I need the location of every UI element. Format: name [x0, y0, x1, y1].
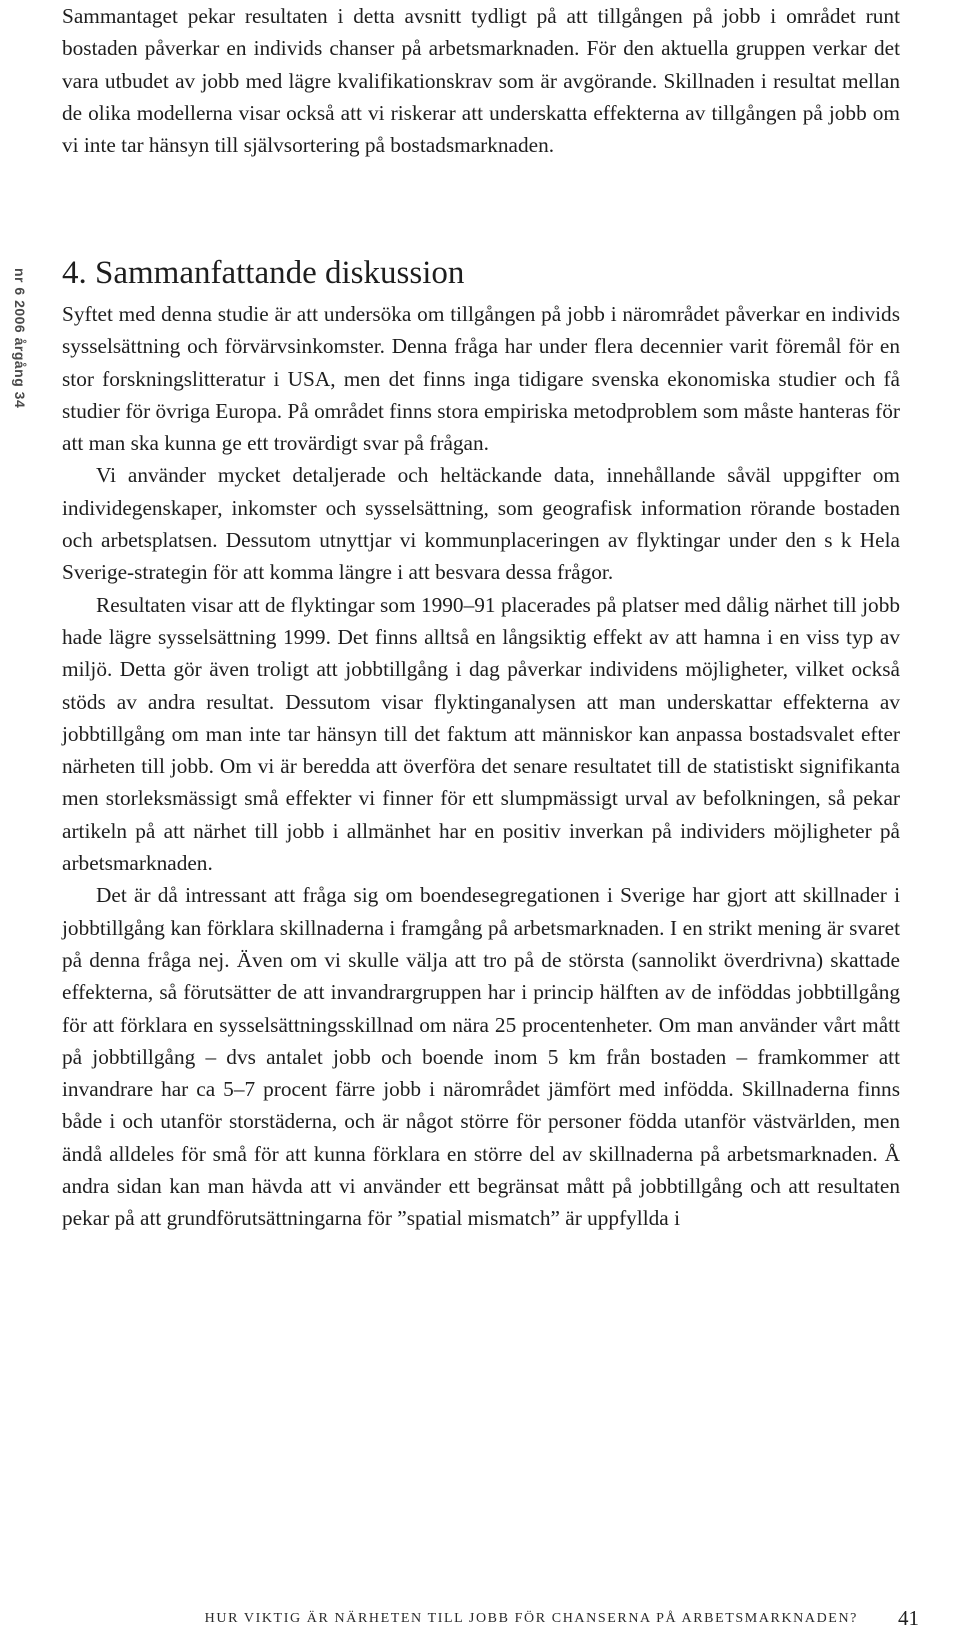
- running-title: HUR VIKTIG ÄR NÄRHETEN TILL JOBB FÖR CHANSERNA PÅ ARBETSMARKNADEN?: [204, 1611, 858, 1626]
- section-heading: 4. Sammanfattande diskussion: [62, 255, 465, 291]
- page-number: 41: [898, 1606, 919, 1630]
- intro-paragraph: Sammantaget pekar resultaten i detta avsnitt tydligt på att tillgången på jobb i området runt bostaden påverkar en individs chanser på arbetsmarknaden. För den aktuella gruppen verkar det vara utbudet av jobb med lägre kvalifikationskrav som är avgörande. Skillnaden i resultat mellan de olika modellerna visar också att vi riskerar att underskatta effekterna av tillgången på jobb om vi inte tar hänsyn till självsortering på bostadsmarknaden.: [62, 4, 900, 158]
- body-paragraph-2: Vi använder mycket detaljerade och heltäckande data, innehållande såväl uppgifter om individegenskaper, inkomster och sysselsättning, som geografisk information rörande bostaden och arbetsplatsen. Dessutom utnyttjar vi kommunplaceringen av flyktingar under den s k Hela Sverige-strategin för att komma längre i att besvara dessa frågor.: [62, 463, 900, 585]
- body-paragraph-1: Syftet med denna studie är att undersöka om tillgången på jobb i närområdet påverkar en individs sysselsättning och förvärvsinkomster. Denna fråga har under flera decennier varit föremål för en stor forskningslitteratur i USA, men det finns inga tidigare svenska ekonomiska studier och få studier för övriga Europa. På området finns stora empiriska metodproblem som måste hanteras för att man ska kunna ge ett trovärdigt svar på frågan.: [62, 302, 900, 456]
- body-paragraph-4: Det är då intressant att fråga sig om boendesegregationen i Sverige har gjort att skillnader i jobbtillgång kan förklara skillnaderna i framgång på arbetsmarknaden. I en strikt mening är svaret på denna fråga nej. Även om vi skulle välja att tro på de största (sannolikt överdrivna) skattade effekterna, så förutsätter de att invandrargruppen har i princip hälften av de inföddas jobbtillgång för att förklara en sysselsättningsskillnad om nära 25 procentenheter. Om man använder vårt mått på jobbtillgång – dvs antalet jobb och boende inom 5 km från bostaden – framkommer att invandrare har ca 5–7 procent färre jobb i närområdet jämfört med infödda. Skillnaderna finns både i och utanför storstäderna, och är något större för personer födda utanför västvärlden, men ändå alldeles för små för att kunna förklara en större del av skillnaderna på arbetsmarknaden. Å andra sidan kan man hävda att vi använder ett begränsat mått på jobbtillgång och att resultaten pekar på att grundförutsättningarna för ”spatial mismatch” är uppfyllda i: [62, 883, 900, 1231]
- page-footer: [0, 1605, 960, 1633]
- section-body: [62, 298, 900, 1235]
- body-paragraph-3: Resultaten visar att de flyktingar som 1990–91 placerades på platser med dålig närhet till jobb hade lägre sysselsättning 1999. Det finns alltså en långsiktig effekt av att hamna i en viss typ av miljö. Detta gör även troligt att jobbtillgång i dag påverkar individens möjligheter, vilket också stöds av andra resultat. Dessutom visar flyktinganalysen att man underskattar effekterna av jobbtillgång om man inte tar hänsyn till det faktum att människor kan anpassa bostadsvalet efter närheten till jobb. Om vi är beredda att överföra det senare resultatet till de statistiskt signifikanta men storleksmässigt små effekter vi finner för ett slumpmässigt urval av befolkningen, så pekar artikeln på att närhet till jobb i allmänhet har en positiv inverkan på individers möjligheter på arbetsmarknaden.: [62, 592, 900, 876]
- journal-issue-label: nr 6 2006 årgång 34: [12, 268, 28, 409]
- intro-text: [62, 0, 900, 161]
